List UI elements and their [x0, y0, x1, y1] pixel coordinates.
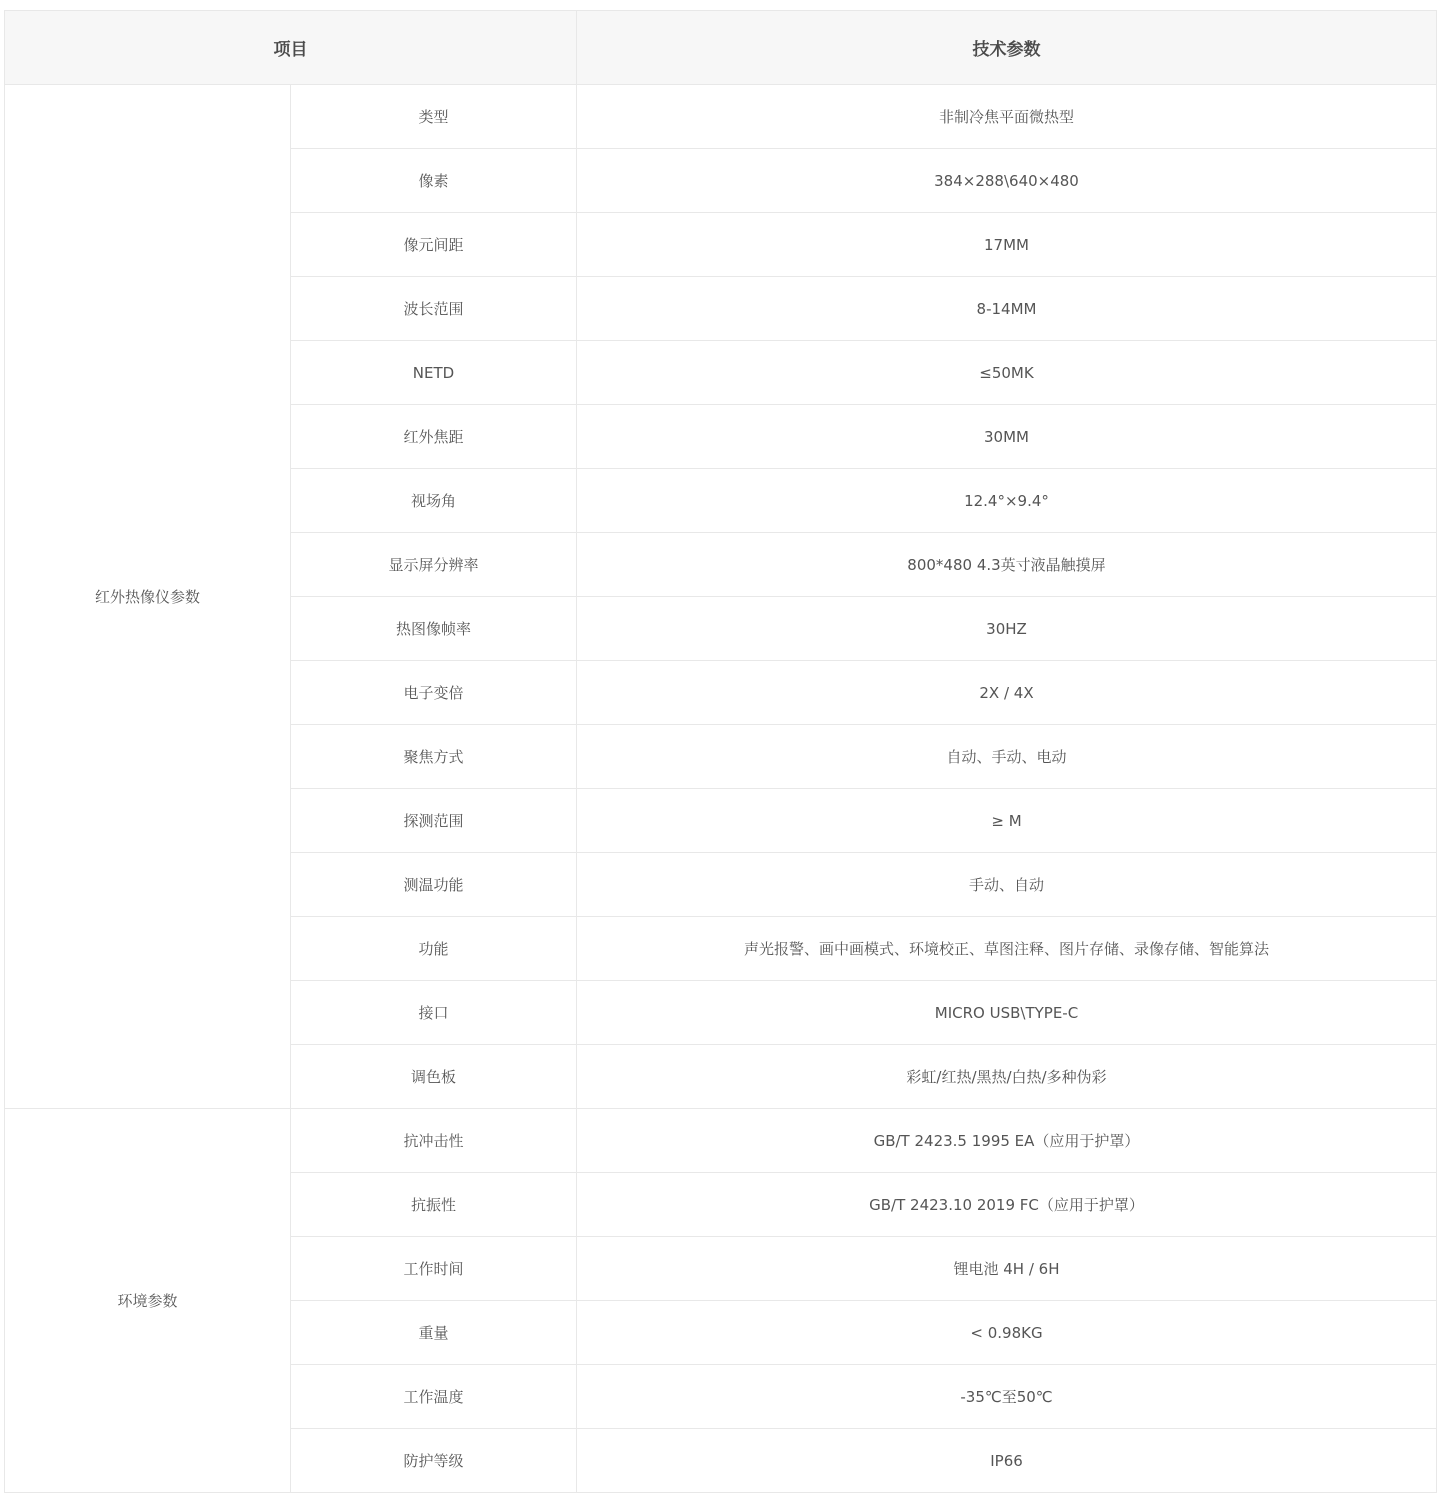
group-name-cell: 环境参数: [5, 1109, 291, 1493]
item-name-cell: 探测范围: [291, 789, 577, 853]
item-name-cell: 重量: [291, 1301, 577, 1365]
item-value-cell: GB/T 2423.10 2019 FC（应用于护罩）: [577, 1173, 1437, 1237]
item-name-cell: 工作温度: [291, 1365, 577, 1429]
item-value-cell: 非制冷焦平面微热型: [577, 85, 1437, 149]
item-name-cell: 红外焦距: [291, 405, 577, 469]
item-name-cell: 防护等级: [291, 1429, 577, 1493]
table-header: [5, 11, 1437, 85]
item-value-cell: 锂电池 4H / 6H: [577, 1237, 1437, 1301]
item-value-cell: 30MM: [577, 405, 1437, 469]
header-params: 技术参数: [577, 11, 1437, 85]
table-body: [5, 85, 1437, 1493]
item-name-cell: 电子变倍: [291, 661, 577, 725]
item-value-cell: 30HZ: [577, 597, 1437, 661]
item-name-cell: 显示屏分辨率: [291, 533, 577, 597]
item-value-cell: 声光报警、画中画模式、环境校正、草图注释、图片存储、录像存储、智能算法: [577, 917, 1437, 981]
item-value-cell: 8-14MM: [577, 277, 1437, 341]
table-row: [5, 85, 1437, 149]
header-item: 项目: [5, 11, 577, 85]
item-name-cell: 像素: [291, 149, 577, 213]
item-name-cell: 抗冲击性: [291, 1109, 577, 1173]
item-name-cell: 视场角: [291, 469, 577, 533]
item-value-cell: -35℃至50℃: [577, 1365, 1437, 1429]
item-value-cell: ≥ M: [577, 789, 1437, 853]
spec-table: [4, 10, 1437, 1493]
item-name-cell: 热图像帧率: [291, 597, 577, 661]
item-name-cell: 工作时间: [291, 1237, 577, 1301]
item-value-cell: 手动、自动: [577, 853, 1437, 917]
table-row: [5, 1109, 1437, 1173]
item-value-cell: IP66: [577, 1429, 1437, 1493]
item-name-cell: 测温功能: [291, 853, 577, 917]
item-name-cell: 抗振性: [291, 1173, 577, 1237]
item-value-cell: 17MM: [577, 213, 1437, 277]
item-name-cell: 类型: [291, 85, 577, 149]
item-value-cell: 自动、手动、电动: [577, 725, 1437, 789]
item-name-cell: 接口: [291, 981, 577, 1045]
item-name-cell: 像元间距: [291, 213, 577, 277]
item-value-cell: MICRO USB\TYPE-C: [577, 981, 1437, 1045]
item-name-cell: 调色板: [291, 1045, 577, 1109]
item-name-cell: 波长范围: [291, 277, 577, 341]
item-value-cell: GB/T 2423.5 1995 EA（应用于护罩）: [577, 1109, 1437, 1173]
item-value-cell: 彩虹/红热/黑热/白热/多种伪彩: [577, 1045, 1437, 1109]
item-value-cell: 800*480 4.3英寸液晶触摸屏: [577, 533, 1437, 597]
item-value-cell: 2X / 4X: [577, 661, 1437, 725]
item-value-cell: ≤50MK: [577, 341, 1437, 405]
item-value-cell: < 0.98KG: [577, 1301, 1437, 1365]
item-name-cell: NETD: [291, 341, 577, 405]
header-row: [5, 11, 1437, 85]
item-value-cell: 12.4°×9.4°: [577, 469, 1437, 533]
item-name-cell: 聚焦方式: [291, 725, 577, 789]
item-value-cell: 384×288\640×480: [577, 149, 1437, 213]
item-name-cell: 功能: [291, 917, 577, 981]
group-name-cell: 红外热像仪参数: [5, 85, 291, 1109]
